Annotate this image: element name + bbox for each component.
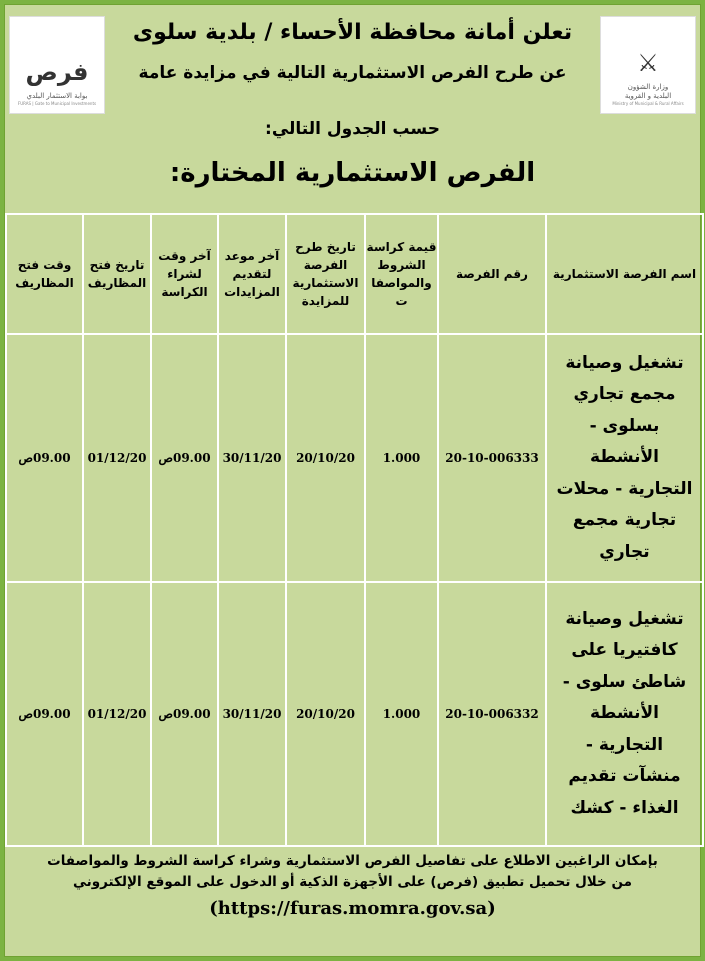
table-row <box>6 334 703 582</box>
header-open-time: وقت فتح المظاريف <box>6 214 83 334</box>
furas-logo <box>9 16 105 114</box>
cell-name: تشغيل وصيانة مجمع تجاري بسلوى - الأنشطة التجارية - محلات تجارية مجمع تجاري <box>546 334 703 582</box>
header-value: قيمة كراسة الشروط والمواصفات <box>365 214 438 334</box>
cell-open-date: 01/12/20 <box>83 582 151 846</box>
cell-offer-date: 20/10/20 <box>286 334 365 582</box>
furas-logo-text: بوابة الاستثمار البلدي <box>26 92 88 100</box>
ministry-name: وزارة الشؤون <box>627 83 669 91</box>
cell-number: 20-10-006333 <box>438 334 546 582</box>
ministry-name-2: البلدية و القروية <box>624 92 672 100</box>
ministry-english: Ministry of Municipal & Rural Affairs <box>612 101 684 106</box>
cell-deadline: 30/11/20 <box>218 582 286 846</box>
cell-open-time: 09.00ص <box>6 334 83 582</box>
footer-line-2: من خلال تحميل تطبيق (فرص) على الأجهزة الذكية أو الدخول على الموقع الإلكتروني <box>73 873 632 890</box>
table-header-row <box>6 214 703 334</box>
cell-open-time: 09.00ص <box>6 582 83 846</box>
header-number: رقم الفرصة <box>438 214 546 334</box>
cell-offer-date: 20/10/20 <box>286 582 365 846</box>
palm-swords-emblem-icon: ⚔ <box>637 49 659 77</box>
footer-line-1: بإمكان الراغبين الاطلاع على تفاصيل الفرص الاستثمارية وشراء كراسة الشروط والمواصفات <box>47 853 658 869</box>
cell-name: تشغيل وصيانة كافتيريا على شاطئ سلوى - الأنشطة التجارية - منشآت تقديم الغذاء - كشك <box>546 582 703 846</box>
website-link[interactable]: (https://furas.momra.gov.sa) <box>209 897 496 919</box>
cell-open-date: 01/12/20 <box>83 334 151 582</box>
cell-last-buy: 09.00ص <box>151 334 218 582</box>
page-title: تعلن أمانة محافظة الأحساء / بلدية سلوى <box>132 20 573 45</box>
header-block <box>111 13 594 93</box>
opportunities-table <box>5 213 704 847</box>
header-offer-date: تاريخ طرح الفرصة الاستثمارية للمزايدة <box>286 214 365 334</box>
schedule-line: حسب الجدول التالي: <box>265 119 440 139</box>
header-deadline: آخر موعد لتقديم المزايدات <box>218 214 286 334</box>
header-last-buy: آخر وقت لشراء الكراسة <box>151 214 218 334</box>
cell-value: 1.000 <box>365 582 438 846</box>
furas-logo-mark: فرص <box>25 58 89 86</box>
ministry-logo <box>600 16 696 114</box>
header-open-date: تاريخ فتح المظاريف <box>83 214 151 334</box>
section-title: الفرص الاستثمارية المختارة: <box>169 158 536 188</box>
header-name: اسم الفرصة الاستثمارية <box>546 214 703 334</box>
cell-value: 1.000 <box>365 334 438 582</box>
cell-number: 20-10-006332 <box>438 582 546 846</box>
cell-deadline: 30/11/20 <box>218 334 286 582</box>
table-row <box>6 582 703 846</box>
footer <box>5 851 700 923</box>
furas-logo-english: FURAS | Gate to Municipal Investments <box>17 101 97 106</box>
cell-last-buy: 09.00ص <box>151 582 218 846</box>
advertisement <box>4 4 701 957</box>
subtitle: عن طرح الفرص الاستثمارية التالية في مزايدة عامة <box>138 63 567 83</box>
